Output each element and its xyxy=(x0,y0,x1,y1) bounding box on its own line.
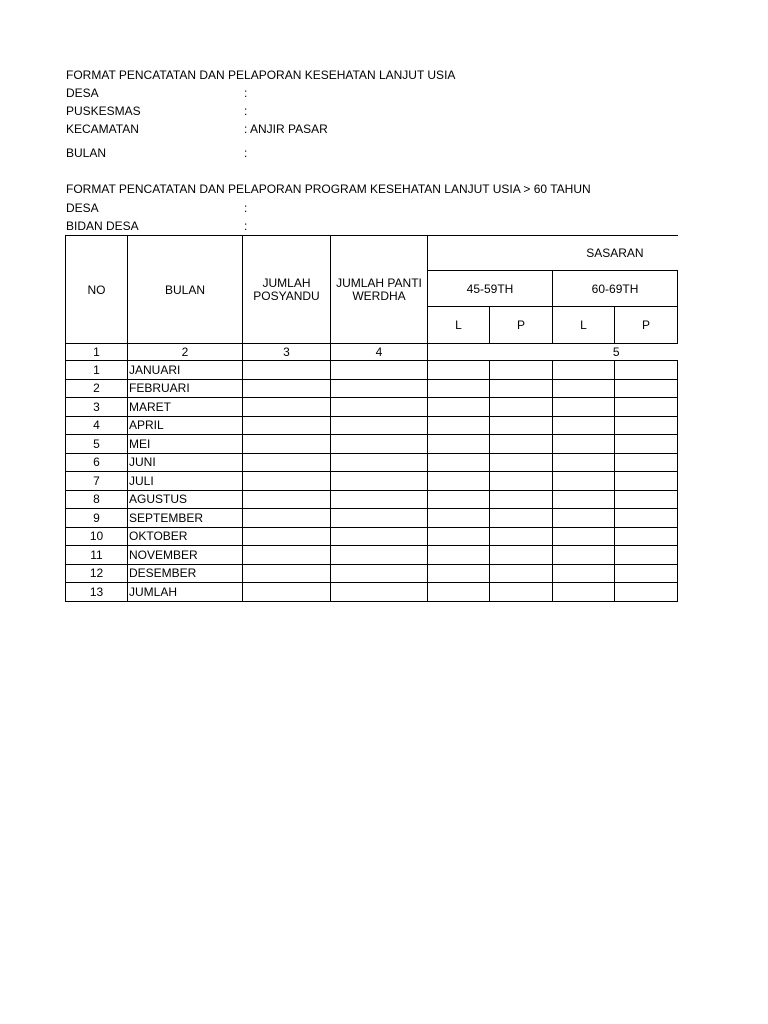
cell-p-60[interactable] xyxy=(615,435,678,454)
cell-l-60[interactable] xyxy=(553,379,615,398)
cell-p-60[interactable] xyxy=(615,398,678,417)
program-title: FORMAT PENCATATAN DAN PELAPORAN PROGRAM KESEHATAN LANJUT USIA > 60 TAHUN xyxy=(66,182,591,196)
cell-panti[interactable] xyxy=(331,398,428,417)
cell-panti[interactable] xyxy=(331,509,428,528)
cell-l-45[interactable] xyxy=(428,583,490,602)
cell-panti[interactable] xyxy=(331,490,428,509)
field-value: : xyxy=(244,104,248,118)
cell-l-60[interactable] xyxy=(553,564,615,583)
cell-p-45[interactable] xyxy=(490,490,553,509)
cell-l-60[interactable] xyxy=(553,435,615,454)
cell-l-45[interactable] xyxy=(428,509,490,528)
cell-panti[interactable] xyxy=(331,379,428,398)
header-p-1: P xyxy=(490,307,553,344)
header-age-60-69: 60-69TH xyxy=(553,271,678,307)
field-value: : ANJIR PASAR xyxy=(244,122,328,136)
cell-p-60[interactable] xyxy=(615,472,678,491)
cell-posyandu[interactable] xyxy=(243,398,331,417)
header-l-1: L xyxy=(428,307,490,344)
cell-p-60[interactable] xyxy=(615,564,678,583)
field-kecamatan xyxy=(66,122,328,136)
row-no: 9 xyxy=(66,509,128,528)
cell-p-45[interactable] xyxy=(490,509,553,528)
cell-l-45[interactable] xyxy=(428,527,490,546)
field-value: : xyxy=(244,86,248,100)
row-no: 13 xyxy=(66,583,128,602)
row-month: MARET xyxy=(128,398,243,417)
cell-posyandu[interactable] xyxy=(243,527,331,546)
cell-l-60[interactable] xyxy=(553,416,615,435)
report-title: FORMAT PENCATATAN DAN PELAPORAN KESEHATAN LANJUT USIA xyxy=(66,68,456,82)
cell-posyandu[interactable] xyxy=(243,453,331,472)
cell-l-45[interactable] xyxy=(428,472,490,491)
row-no: 10 xyxy=(66,527,128,546)
field-value: : xyxy=(244,146,248,160)
cell-l-45[interactable] xyxy=(428,564,490,583)
cell-p-45[interactable] xyxy=(490,435,553,454)
cell-l-45[interactable] xyxy=(428,398,490,417)
col-number: 1 xyxy=(66,344,128,361)
cell-p-60[interactable] xyxy=(615,509,678,528)
row-month: AGUSTUS xyxy=(128,490,243,509)
row-no: 11 xyxy=(66,546,128,565)
cell-l-45[interactable] xyxy=(428,453,490,472)
row-month: JANUARI xyxy=(128,361,243,380)
field-desa xyxy=(66,86,247,100)
cell-l-45[interactable] xyxy=(428,490,490,509)
cell-l-60[interactable] xyxy=(553,527,615,546)
cell-p-45[interactable] xyxy=(490,398,553,417)
cell-posyandu[interactable] xyxy=(243,583,331,602)
row-month: OKTOBER xyxy=(128,527,243,546)
field-label: KECAMATAN xyxy=(66,122,139,136)
cell-posyandu[interactable] xyxy=(243,509,331,528)
row-month: JUNI xyxy=(128,453,243,472)
cell-p-45[interactable] xyxy=(490,546,553,565)
cell-p-45[interactable] xyxy=(490,564,553,583)
table-row xyxy=(66,361,678,380)
row-month: MEI xyxy=(128,435,243,454)
cell-panti[interactable] xyxy=(331,472,428,491)
col-number: 2 xyxy=(128,344,243,361)
cell-l-45[interactable] xyxy=(428,416,490,435)
header-p-2: P xyxy=(615,307,678,344)
cell-p-60[interactable] xyxy=(615,379,678,398)
cell-posyandu[interactable] xyxy=(243,435,331,454)
row-no: 2 xyxy=(66,379,128,398)
cell-l-60[interactable] xyxy=(553,509,615,528)
cell-p-60[interactable] xyxy=(615,546,678,565)
cell-panti[interactable] xyxy=(331,583,428,602)
field-bidan-desa xyxy=(66,219,247,233)
cell-p-60[interactable] xyxy=(615,583,678,602)
cell-posyandu[interactable] xyxy=(243,546,331,565)
cell-p-45[interactable] xyxy=(490,472,553,491)
cell-panti[interactable] xyxy=(331,527,428,546)
row-no: 4 xyxy=(66,416,128,435)
row-month: NOVEMBER xyxy=(128,546,243,565)
table-row xyxy=(66,416,678,435)
cell-l-45[interactable] xyxy=(428,379,490,398)
row-no: 12 xyxy=(66,564,128,583)
col-number: 3 xyxy=(243,344,331,361)
header-bulan: BULAN xyxy=(128,236,243,344)
row-month: SEPTEMBER xyxy=(128,509,243,528)
field-label: BULAN xyxy=(66,146,107,160)
cell-posyandu[interactable] xyxy=(243,361,331,380)
cell-p-45[interactable] xyxy=(490,527,553,546)
cell-panti[interactable] xyxy=(331,453,428,472)
cell-posyandu[interactable] xyxy=(243,416,331,435)
cell-p-45[interactable] xyxy=(490,416,553,435)
field-label: PUSKESMAS xyxy=(66,104,141,118)
cell-p-45[interactable] xyxy=(490,361,553,380)
row-month: DESEMBER xyxy=(128,564,243,583)
table-row xyxy=(66,472,678,491)
field-desa-2 xyxy=(66,201,247,215)
cell-l-45[interactable] xyxy=(428,435,490,454)
report-table xyxy=(65,235,678,602)
table-row xyxy=(66,527,678,546)
cell-p-60[interactable] xyxy=(615,416,678,435)
field-value: : xyxy=(244,219,248,233)
field-puskesmas xyxy=(66,104,247,118)
table-row xyxy=(66,379,678,398)
header-age-45-59: 45-59TH xyxy=(428,271,553,307)
row-no: 7 xyxy=(66,472,128,491)
cell-l-60[interactable] xyxy=(553,472,615,491)
row-no: 3 xyxy=(66,398,128,417)
row-month: APRIL xyxy=(128,416,243,435)
row-no: 6 xyxy=(66,453,128,472)
header-jumlah-posyandu: JUMLAH POSYANDU xyxy=(243,236,331,344)
row-month: FEBRUARI xyxy=(128,379,243,398)
row-month: JUMLAH xyxy=(128,583,243,602)
cell-l-60[interactable] xyxy=(553,546,615,565)
field-bulan xyxy=(66,146,247,160)
header-no: NO xyxy=(66,236,128,344)
cell-p-45[interactable] xyxy=(490,379,553,398)
table-row-total xyxy=(66,583,678,602)
table-row xyxy=(66,435,678,454)
field-value: : xyxy=(244,201,248,215)
cell-posyandu[interactable] xyxy=(243,490,331,509)
cell-l-60[interactable] xyxy=(553,453,615,472)
cell-panti[interactable] xyxy=(331,546,428,565)
col-number: 4 xyxy=(331,344,428,361)
table-row xyxy=(66,398,678,417)
cell-panti[interactable] xyxy=(331,361,428,380)
table-row xyxy=(66,564,678,583)
cell-l-45[interactable] xyxy=(428,546,490,565)
header-sasaran: SASARAN xyxy=(428,236,678,271)
table-row xyxy=(66,546,678,565)
cell-l-60[interactable] xyxy=(553,583,615,602)
cell-posyandu[interactable] xyxy=(243,564,331,583)
field-label: BIDAN DESA xyxy=(66,219,139,233)
cell-p-60[interactable] xyxy=(615,453,678,472)
cell-p-45[interactable] xyxy=(490,453,553,472)
table-row xyxy=(66,490,678,509)
cell-l-60[interactable] xyxy=(553,398,615,417)
cell-l-45[interactable] xyxy=(428,361,490,380)
header-jumlah-panti-werdha: JUMLAH PANTI WERDHA xyxy=(331,236,428,344)
cell-panti[interactable] xyxy=(331,564,428,583)
cell-l-60[interactable] xyxy=(553,490,615,509)
row-no: 1 xyxy=(66,361,128,380)
cell-p-60[interactable] xyxy=(615,490,678,509)
header-l-2: L xyxy=(553,307,615,344)
cell-p-60[interactable] xyxy=(615,527,678,546)
row-month: JULI xyxy=(128,472,243,491)
field-label: DESA xyxy=(66,201,99,215)
cell-panti[interactable] xyxy=(331,435,428,454)
row-no: 8 xyxy=(66,490,128,509)
field-label: DESA xyxy=(66,86,99,100)
cell-p-45[interactable] xyxy=(490,583,553,602)
cell-l-60[interactable] xyxy=(553,361,615,380)
row-no: 5 xyxy=(66,435,128,454)
cell-posyandu[interactable] xyxy=(243,379,331,398)
table-row xyxy=(66,453,678,472)
cell-panti[interactable] xyxy=(331,416,428,435)
col-number: 5 xyxy=(428,344,678,361)
cell-posyandu[interactable] xyxy=(243,472,331,491)
cell-p-60[interactable] xyxy=(615,361,678,380)
table-row xyxy=(66,509,678,528)
